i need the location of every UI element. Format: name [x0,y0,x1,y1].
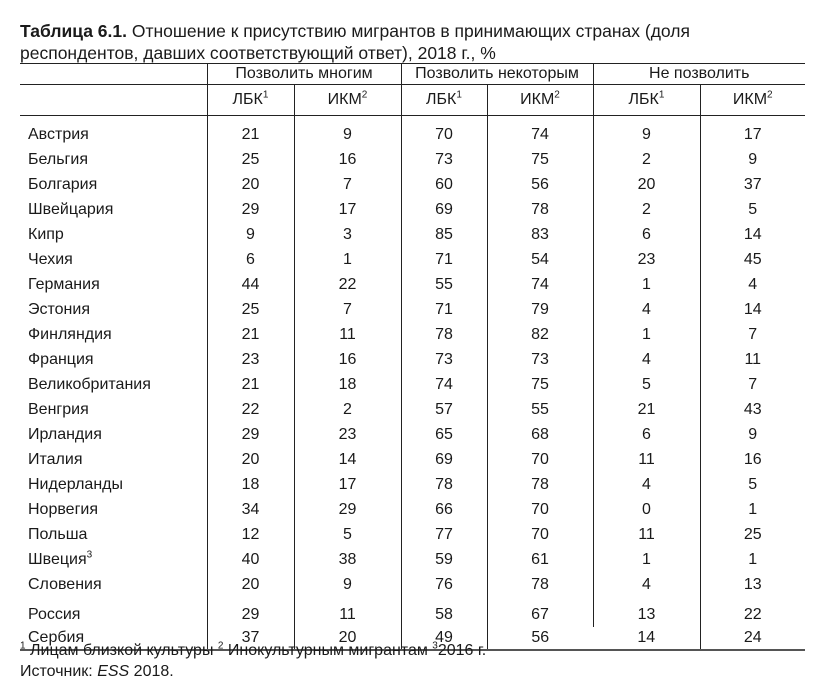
value-cell: 18 [294,372,401,397]
country-cell: Кипр [28,225,64,243]
value-cell: 13 [700,572,805,597]
value-cell: 21 [207,322,294,347]
value-cell: 2 [593,197,700,222]
value-cell: 5 [294,522,401,547]
value-cell: 11 [700,347,805,372]
table-caption [20,20,810,64]
value-cell: 75 [487,372,593,397]
table-row [20,172,805,197]
value-cell: 9 [700,147,805,172]
value-cell: 1 [593,322,700,347]
value-cell: 29 [207,197,294,222]
value-cell: 22 [294,272,401,297]
subheader-lbk: ЛБК$^1$ [593,85,700,116]
value-cell: 11 [593,447,700,472]
country-cell: Ирландия [28,425,102,443]
table-row [20,222,805,247]
value-cell: 58 [401,597,487,627]
value-cell: 7 [700,322,805,347]
table-row [20,116,805,148]
value-cell: 17 [700,116,805,148]
group-header-allow-none: Не позволить [593,64,805,85]
value-cell: 1 [700,547,805,572]
value-cell: 37 [207,627,294,650]
value-cell: 60 [401,172,487,197]
value-cell: 44 [207,272,294,297]
table-row [20,347,805,372]
value-cell: 78 [487,472,593,497]
value-cell: 73 [487,347,593,372]
value-cell: 34 [207,497,294,522]
country-cell: Норвегия [28,500,99,518]
table-row [20,397,805,422]
group-header-row [20,64,805,85]
value-cell: 1 [294,247,401,272]
value-cell: 1 [593,272,700,297]
value-cell: 74 [487,116,593,148]
value-cell: 71 [401,247,487,272]
value-cell: 78 [401,472,487,497]
value-cell: 6 [593,422,700,447]
country-cell: Швейцария [28,200,114,218]
value-cell: 9 [294,116,401,148]
value-cell: 14 [700,222,805,247]
footnotes: $^1$ Лицам близкой культуры $^2$ Инокультурным мигрантам $^3$2016 г. [20,640,487,659]
value-cell: 17 [294,197,401,222]
value-cell: 82 [487,322,593,347]
value-cell: 4 [593,297,700,322]
value-cell: 20 [294,627,401,650]
value-cell: 56 [487,172,593,197]
value-cell: 23 [207,347,294,372]
table-label: Таблица 6.1. [20,21,127,41]
value-cell: 9 [593,116,700,148]
subheader-lbk: ЛБК$^1$ [401,85,487,116]
country-cell: Болгария [28,175,98,193]
value-cell: 65 [401,422,487,447]
value-cell: 69 [401,197,487,222]
value-cell: 74 [401,372,487,397]
value-cell: 13 [593,597,700,627]
table-row [20,247,805,272]
value-cell: 55 [487,397,593,422]
table-row [20,472,805,497]
subheader-ikm: ИКМ$^2$ [294,85,401,116]
table-row [20,447,805,472]
table-notes [20,640,486,682]
value-cell: 18 [207,472,294,497]
value-cell: 74 [487,272,593,297]
country-cell: Швеция$^3$ [28,549,93,568]
value-cell: 67 [487,597,593,627]
group-header-allow-many: Позволить многим [207,64,401,85]
subheader-ikm: ИКМ$^2$ [700,85,805,116]
value-cell: 9 [700,422,805,447]
table-title-line2: респондентов, давших соответствующий ответ), 2018 г., % [20,43,496,63]
value-cell: 4 [593,347,700,372]
value-cell: 73 [401,147,487,172]
value-cell: 37 [700,172,805,197]
table-row [20,547,805,572]
country-cell: Финляндия [28,325,112,343]
value-cell: 29 [207,422,294,447]
country-cell: Сербия [20,627,207,650]
value-cell: 68 [487,422,593,447]
table-row [20,147,805,172]
table-row [20,522,805,547]
value-cell: 14 [593,627,700,650]
value-cell: 20 [207,172,294,197]
value-cell: 29 [294,497,401,522]
value-cell: 76 [401,572,487,597]
value-cell: 7 [294,297,401,322]
value-cell: 43 [700,397,805,422]
value-cell: 55 [401,272,487,297]
value-cell: 3 [294,222,401,247]
country-cell: Австрия [28,125,89,143]
country-cell: Польша [28,525,88,543]
country-cell: Эстония [28,300,90,318]
value-cell: 21 [593,397,700,422]
table-row [20,597,805,627]
country-cell: Италия [28,450,83,468]
value-cell: 25 [207,147,294,172]
value-cell: 20 [207,447,294,472]
value-cell: 6 [593,222,700,247]
subheader-ikm: ИКМ$^2$ [487,85,593,116]
value-cell: 0 [593,497,700,522]
country-cell: Франция [28,350,94,368]
table-row [20,297,805,322]
value-cell: 9 [207,222,294,247]
value-cell: 7 [294,172,401,197]
group-header-allow-some: Позволить некоторым [401,64,593,85]
migrants-attitude-table [20,63,805,651]
table-title-line1: Отношение к присутствию мигрантов в принимающих странах (доля [127,21,690,41]
value-cell: 23 [294,422,401,447]
value-cell: 16 [294,347,401,372]
value-cell: 16 [294,147,401,172]
value-cell: 11 [294,597,401,627]
value-cell: 73 [401,347,487,372]
value-cell: 78 [487,572,593,597]
value-cell: 14 [294,447,401,472]
country-cell: Венгрия [28,400,89,418]
country-cell: Россия [28,605,81,623]
value-cell: 40 [207,547,294,572]
value-cell: 75 [487,147,593,172]
value-cell: 16 [700,447,805,472]
country-cell: Чехия [28,250,73,268]
subheader-row [20,85,805,116]
value-cell: 78 [487,197,593,222]
subheader-lbk: ЛБК$^1$ [207,85,294,116]
value-cell: 2 [593,147,700,172]
value-cell: 70 [487,522,593,547]
value-cell: 66 [401,497,487,522]
source-note: Источник: ESS 2018. [20,663,174,680]
value-cell: 69 [401,447,487,472]
value-cell: 78 [401,322,487,347]
table-row [20,497,805,522]
table-row [20,572,805,597]
value-cell: 70 [487,447,593,472]
table-row [20,272,805,297]
value-cell: 45 [700,247,805,272]
table-row [20,322,805,347]
value-cell: 38 [294,547,401,572]
value-cell: 22 [207,397,294,422]
value-cell: 2 [294,397,401,422]
value-cell: 56 [487,627,593,650]
country-cell: Бельгия [28,150,88,168]
value-cell: 5 [593,372,700,397]
value-cell: 1 [700,497,805,522]
value-cell: 11 [593,522,700,547]
value-cell: 79 [487,297,593,322]
value-cell: 20 [207,572,294,597]
value-cell: 9 [294,572,401,597]
value-cell: 21 [207,116,294,148]
value-cell: 7 [700,372,805,397]
value-cell: 6 [207,247,294,272]
country-cell: Словения [28,575,102,593]
value-cell: 4 [593,472,700,497]
value-cell: 24 [700,627,805,650]
table-row [20,372,805,397]
table-row [20,422,805,447]
value-cell: 20 [593,172,700,197]
value-cell: 71 [401,297,487,322]
value-cell: 4 [593,572,700,597]
value-cell: 85 [401,222,487,247]
value-cell: 12 [207,522,294,547]
value-cell: 70 [401,116,487,148]
value-cell: 14 [700,297,805,322]
subheader-blank [20,85,207,116]
value-cell: 25 [700,522,805,547]
value-cell: 17 [294,472,401,497]
value-cell: 70 [487,497,593,522]
header-blank [20,64,207,85]
value-cell: 22 [700,597,805,627]
value-cell: 23 [593,247,700,272]
value-cell: 5 [700,197,805,222]
value-cell: 25 [207,297,294,322]
value-cell: 49 [401,627,487,650]
value-cell: 54 [487,247,593,272]
value-cell: 61 [487,547,593,572]
value-cell: 57 [401,397,487,422]
footnote-1: Лицам близкой культуры [25,642,218,659]
footnote-2: Инокультурным мигрантам [223,642,433,659]
value-cell: 59 [401,547,487,572]
country-cell: Нидерланды [28,475,123,493]
footnote-3: 2016 г. [437,642,487,659]
value-cell: 1 [593,547,700,572]
value-cell: 77 [401,522,487,547]
table-row [20,197,805,222]
value-cell: 5 [700,472,805,497]
value-cell: 29 [207,597,294,627]
country-cell: Великобритания [28,375,151,393]
value-cell: 21 [207,372,294,397]
country-cell: Германия [28,275,100,293]
value-cell: 11 [294,322,401,347]
value-cell: 83 [487,222,593,247]
value-cell: 4 [700,272,805,297]
